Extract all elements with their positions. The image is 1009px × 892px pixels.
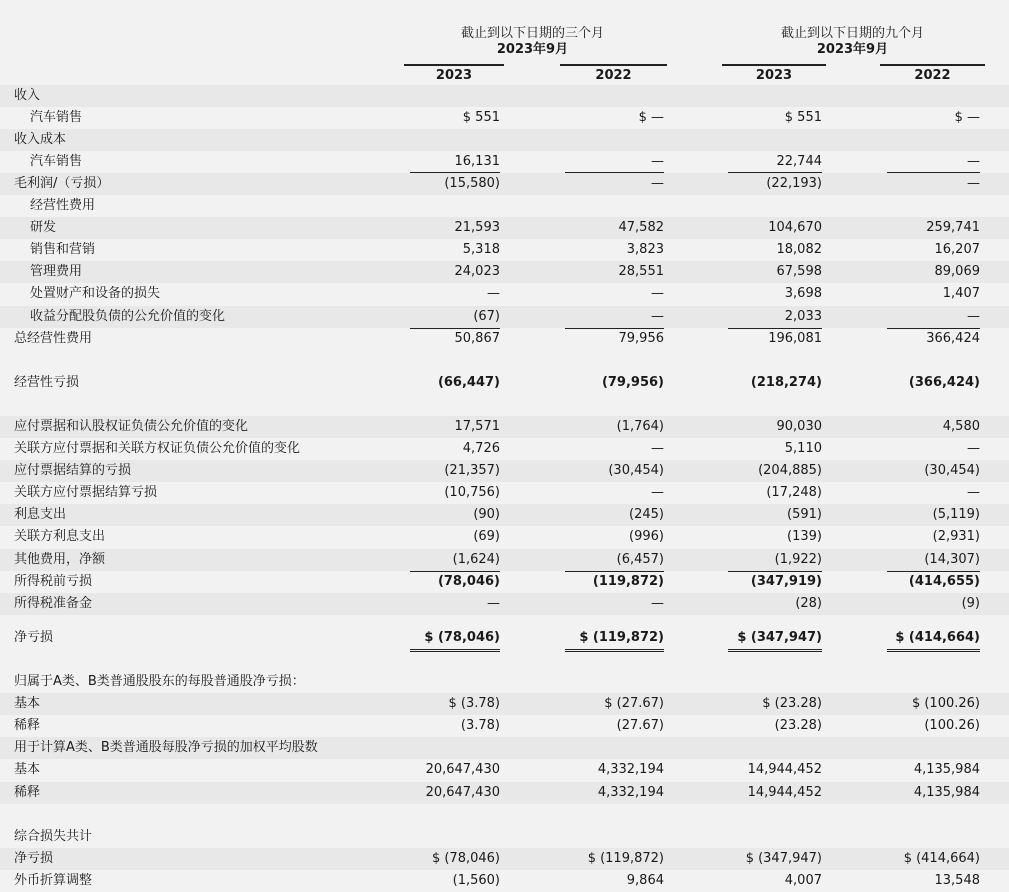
total-rule [410, 172, 500, 173]
value-cell [370, 671, 500, 693]
value-cell: — [651, 596, 664, 611]
row-label: 收益分配股负债的公允价值的变化 [30, 309, 226, 324]
value-cell: (78,046) [437, 574, 500, 589]
value-cell: (1,922) [774, 552, 822, 567]
value-cell: (23.28) [774, 718, 822, 733]
table-row [0, 129, 1009, 151]
total-rule [887, 172, 980, 173]
value-cell: 4,332,194 [597, 762, 664, 777]
value-cell: 4,726 [462, 441, 500, 456]
value-cell: — [967, 309, 980, 324]
table-row [0, 151, 1009, 173]
value-cell: 5,110 [784, 441, 822, 456]
total-rule [565, 571, 664, 572]
value-cell: (28) [795, 596, 822, 611]
table-row [0, 372, 1009, 394]
table-row [0, 85, 1009, 107]
row-label: 关联方利息支出 [14, 529, 106, 544]
row-label: 利息支出 [14, 507, 67, 522]
value-cell: $ — [638, 110, 664, 125]
row-label: 外币折算调整 [14, 873, 93, 888]
total-rule [887, 328, 980, 329]
table-row [0, 715, 1009, 737]
table-row [0, 737, 1009, 759]
value-cell: (414,655) [908, 574, 980, 589]
row-label: 经营性费用 [30, 198, 96, 213]
row-label: 基本 [14, 762, 41, 777]
year-header-4: 2022 [880, 64, 985, 86]
value-cell: $ (414,664) [903, 851, 980, 866]
value-cell [692, 671, 822, 693]
row-label: 关联方应付票据和关联方权证负债公允价值的变化 [14, 441, 301, 456]
value-cell: $ (78,046) [431, 851, 500, 866]
value-cell: (139) [787, 529, 822, 544]
value-cell: (69) [473, 529, 500, 544]
value-cell: $ 551 [462, 110, 500, 125]
value-cell: — [651, 176, 664, 191]
year-header-1: 2023 [404, 64, 504, 86]
table-row [0, 759, 1009, 781]
double-rule [728, 649, 822, 652]
value-cell: — [967, 154, 980, 169]
value-cell [850, 737, 980, 759]
row-label: 关联方应付票据结算亏损 [14, 485, 158, 500]
value-cell [534, 671, 664, 693]
value-cell [534, 826, 664, 848]
table-row [0, 328, 1009, 350]
value-cell [692, 737, 822, 759]
value-cell: 67,598 [776, 264, 822, 279]
value-cell: — [651, 485, 664, 500]
value-cell: 4,332,194 [597, 785, 664, 800]
value-cell: (6,457) [616, 552, 664, 567]
value-cell: 24,023 [454, 264, 500, 279]
value-cell: — [967, 441, 980, 456]
value-cell: (66,447) [437, 375, 500, 390]
value-cell: $ (27.67) [604, 696, 664, 711]
value-cell: — [487, 286, 500, 301]
total-rule [887, 571, 980, 572]
value-cell: — [651, 154, 664, 169]
value-cell: (27.67) [616, 718, 664, 733]
value-cell: 20,647,430 [425, 762, 500, 777]
value-cell: 3,823 [626, 242, 664, 257]
value-cell: (119,872) [592, 574, 664, 589]
value-cell: 47,582 [618, 220, 664, 235]
value-cell: — [487, 596, 500, 611]
table-row [0, 504, 1009, 526]
value-cell: (14,307) [924, 552, 980, 567]
value-cell: (591) [787, 507, 822, 522]
value-cell: — [967, 485, 980, 500]
table-row [0, 438, 1009, 460]
value-cell: 16,207 [934, 242, 980, 257]
row-label: 综合损失共计 [14, 829, 93, 844]
value-cell: 14,944,452 [747, 762, 822, 777]
value-cell: 104,670 [768, 220, 822, 235]
value-cell: 21,593 [454, 220, 500, 235]
value-cell: 366,424 [926, 331, 980, 346]
table-row [0, 526, 1009, 548]
three-months-header [400, 26, 665, 58]
value-cell [850, 85, 980, 107]
value-cell: 5,318 [462, 242, 500, 257]
value-cell: 4,135,984 [913, 785, 980, 800]
value-cell: 9,864 [626, 873, 664, 888]
row-label: 稀释 [14, 718, 41, 733]
value-cell: 14,944,452 [747, 785, 822, 800]
three-months-header-line1: 截止到以下日期的三个月 [460, 26, 604, 41]
table-row [0, 627, 1009, 649]
row-label: 基本 [14, 696, 41, 711]
row-label: 应付票据和认股权证负债公允价值的变化 [14, 419, 249, 434]
value-cell: $ (23.28) [762, 696, 822, 711]
value-cell: 17,571 [454, 419, 500, 434]
double-rule [565, 649, 664, 652]
table-row [0, 195, 1009, 217]
value-cell: 90,030 [776, 419, 822, 434]
table-row [0, 416, 1009, 438]
total-rule [728, 172, 822, 173]
table-row [0, 571, 1009, 593]
value-cell: — [651, 441, 664, 456]
table-row [0, 460, 1009, 482]
value-cell [370, 737, 500, 759]
total-rule [410, 328, 500, 329]
value-cell [850, 195, 980, 217]
row-label: 总经营性费用 [14, 331, 93, 346]
value-cell: (30,454) [924, 463, 980, 478]
year-header-3: 2023 [722, 64, 826, 86]
table-row [0, 217, 1009, 239]
value-cell: (204,885) [758, 463, 822, 478]
value-cell [370, 85, 500, 107]
nine-months-header-line2: 2023年9月 [816, 42, 889, 57]
row-label: 管理费用 [30, 264, 83, 279]
value-cell: (90) [473, 507, 500, 522]
row-label: 用于计算A类、B类普通股每股净亏损的加权平均股数 [14, 740, 318, 755]
value-cell: (347,919) [750, 574, 822, 589]
value-cell: $ — [954, 110, 980, 125]
table-row [0, 107, 1009, 129]
value-cell: (2,931) [932, 529, 980, 544]
row-label: 处置财产和设备的损失 [30, 286, 161, 301]
table-row [0, 306, 1009, 328]
value-cell: 196,081 [768, 331, 822, 346]
nine-months-header-line1: 截止到以下日期的九个月 [780, 26, 924, 41]
value-cell: 2,033 [784, 309, 822, 324]
row-label: 所得税准备金 [14, 596, 93, 611]
row-label: 其他费用，净额 [14, 552, 106, 567]
table-row [0, 261, 1009, 283]
value-cell: (218,274) [750, 375, 822, 390]
value-cell: (22,193) [766, 176, 822, 191]
value-cell [370, 826, 500, 848]
year-header-2: 2022 [560, 64, 667, 86]
value-cell: (15,580) [444, 176, 500, 191]
value-cell: (9) [961, 596, 980, 611]
value-cell: 20,647,430 [425, 785, 500, 800]
value-cell: 13,548 [934, 873, 980, 888]
value-cell: $ (347,947) [745, 851, 822, 866]
double-rule [887, 649, 980, 652]
total-rule [410, 571, 500, 572]
value-cell: $ (3.78) [448, 696, 500, 711]
value-cell: $ (347,947) [737, 630, 822, 645]
value-cell: 1,407 [942, 286, 980, 301]
table-row [0, 482, 1009, 504]
total-rule [728, 328, 822, 329]
total-rule [565, 172, 664, 173]
value-cell [370, 195, 500, 217]
value-cell: 22,744 [776, 154, 822, 169]
value-cell: — [651, 309, 664, 324]
value-cell: (67) [473, 309, 500, 324]
value-cell: $ (100.26) [911, 696, 980, 711]
value-cell: 4,580 [942, 419, 980, 434]
value-cell: (1,764) [616, 419, 664, 434]
row-label: 汽车销售 [30, 110, 83, 125]
value-cell [534, 129, 664, 151]
value-cell: (100.26) [924, 718, 980, 733]
table-row [0, 549, 1009, 571]
row-label: 收入成本 [14, 132, 67, 147]
value-cell [534, 195, 664, 217]
row-label: 汽车销售 [30, 154, 83, 169]
double-rule [410, 649, 500, 652]
value-cell [850, 129, 980, 151]
nine-months-header [720, 26, 985, 58]
value-cell: 16,131 [454, 154, 500, 169]
value-cell: 259,741 [926, 220, 980, 235]
value-cell: 79,956 [618, 331, 664, 346]
table-row [0, 826, 1009, 848]
value-cell [692, 85, 822, 107]
table-row [0, 283, 1009, 305]
value-cell [534, 737, 664, 759]
three-months-header-line2: 2023年9月 [496, 42, 569, 57]
table-row [0, 848, 1009, 870]
value-cell: 89,069 [934, 264, 980, 279]
value-cell: (996) [629, 529, 664, 544]
row-label: 销售和营销 [30, 242, 96, 257]
value-cell: 50,867 [454, 331, 500, 346]
value-cell [692, 826, 822, 848]
row-label: 所得税前亏损 [14, 574, 93, 589]
table-row [0, 593, 1009, 615]
row-label: 经营性亏损 [14, 375, 80, 390]
row-label: 净亏损 [14, 630, 54, 645]
value-cell [692, 195, 822, 217]
table-row [0, 239, 1009, 261]
row-label: 归属于A类、B类普通股股东的每股普通股净亏损： [14, 674, 305, 689]
value-cell [850, 671, 980, 693]
value-cell: (79,956) [601, 375, 664, 390]
value-cell: 3,698 [784, 286, 822, 301]
value-cell: (21,357) [444, 463, 500, 478]
table-row [0, 782, 1009, 804]
table-row [0, 671, 1009, 693]
value-cell: $ (119,872) [579, 630, 664, 645]
total-rule [565, 328, 664, 329]
value-cell: (1,560) [452, 873, 500, 888]
value-cell: 18,082 [776, 242, 822, 257]
row-label: 净亏损 [14, 851, 54, 866]
value-cell: — [651, 286, 664, 301]
row-label: 应付票据结算的亏损 [14, 463, 132, 478]
table-row [0, 693, 1009, 715]
value-cell: — [967, 176, 980, 191]
value-cell: (1,624) [452, 552, 500, 567]
value-cell: (5,119) [932, 507, 980, 522]
value-cell: (245) [629, 507, 664, 522]
value-cell: $ 551 [784, 110, 822, 125]
value-cell: (30,454) [608, 463, 664, 478]
value-cell: (366,424) [908, 375, 980, 390]
value-cell: $ (78,046) [424, 630, 500, 645]
table-row [0, 870, 1009, 892]
value-cell: 28,551 [618, 264, 664, 279]
value-cell [692, 129, 822, 151]
row-label: 收入 [14, 88, 41, 103]
row-label: 毛利润/（亏损） [14, 176, 110, 191]
value-cell [370, 129, 500, 151]
value-cell [534, 85, 664, 107]
value-cell: (3.78) [460, 718, 500, 733]
value-cell: (17,248) [766, 485, 822, 500]
row-label: 稀释 [14, 785, 41, 800]
value-cell: $ (414,664) [895, 630, 980, 645]
total-rule [728, 571, 822, 572]
value-cell: 4,007 [784, 873, 822, 888]
value-cell [850, 826, 980, 848]
value-cell: (10,756) [444, 485, 500, 500]
value-cell: $ (119,872) [587, 851, 664, 866]
row-label: 研发 [30, 220, 57, 235]
value-cell: 4,135,984 [913, 762, 980, 777]
table-row [0, 173, 1009, 195]
